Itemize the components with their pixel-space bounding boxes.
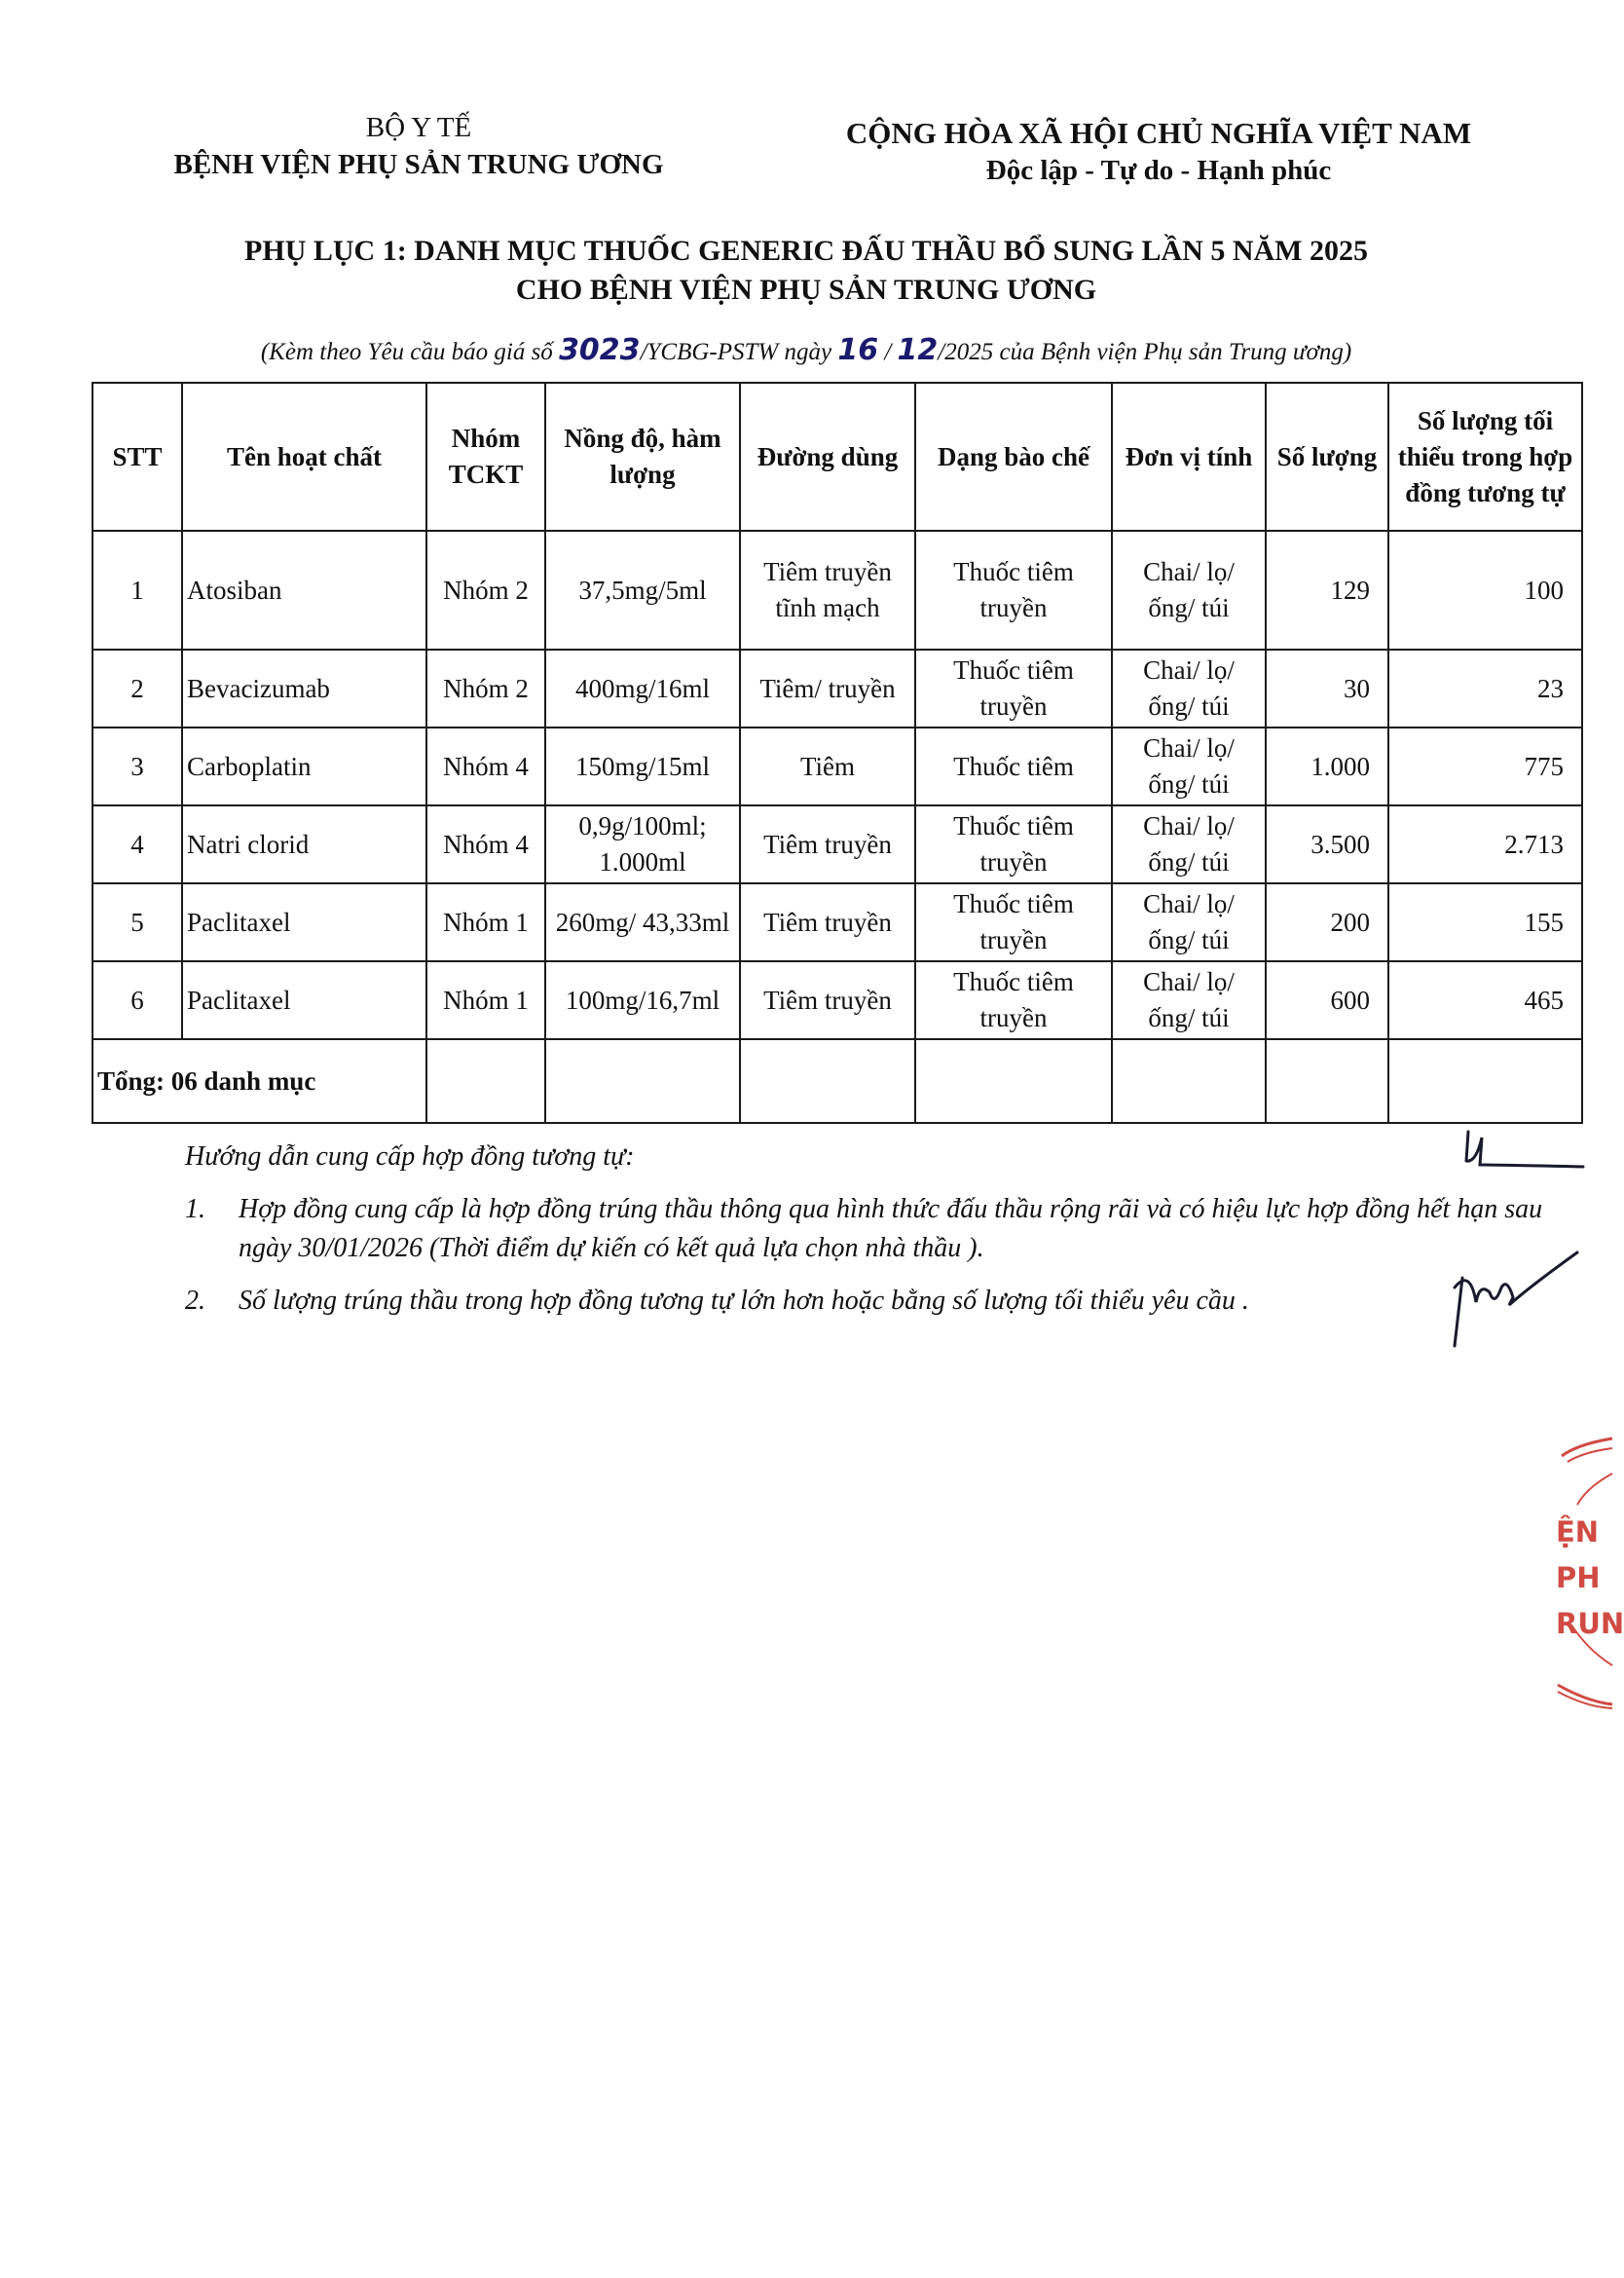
table-row xyxy=(92,531,1582,650)
header-strength: Nồng độ, hàm lượng xyxy=(545,383,740,531)
header-stt: STT xyxy=(92,383,182,531)
subtitle-mid: /YCBG-PSTW ngày xyxy=(640,339,838,365)
cell-route: Tiêm truyền xyxy=(740,883,915,961)
cell-form: Thuốc tiêm truyền xyxy=(915,961,1112,1039)
cell-form: Thuốc tiêm xyxy=(915,728,1112,805)
cell-name: Natri clorid xyxy=(182,805,426,883)
subtitle xyxy=(146,333,1466,367)
header-quantity: Số lượng xyxy=(1266,383,1388,531)
signature xyxy=(1441,1249,1587,1356)
header-min-quantity: Số lượng tối thiểu trong hợp đồng tương tự xyxy=(1388,383,1582,531)
title-line-2: CHO BỆNH VIỆN PHỤ SẢN TRUNG ƯƠNG xyxy=(515,274,1097,306)
country-name: CỘNG HÒA XÃ HỘI CHỦ NGHĨA VIỆT NAM xyxy=(845,116,1472,150)
date-separator: / xyxy=(878,339,898,365)
empty-cell xyxy=(915,1039,1112,1123)
cell-qty: 129 xyxy=(1266,531,1388,650)
guide-item-number: 1. xyxy=(185,1194,205,1224)
cell-strength: 400mg/16ml xyxy=(545,650,740,728)
empty-cell xyxy=(1266,1039,1388,1123)
ministry-name: BỘ Y TẾ xyxy=(365,112,472,143)
drug-table xyxy=(92,382,1583,1124)
table-total-row xyxy=(92,1039,1582,1123)
guide-heading: Hướng dẫn cung cấp hợp đồng tương tự: xyxy=(185,1141,635,1172)
cell-qty: 30 xyxy=(1266,650,1388,728)
month-handwritten: 12 xyxy=(897,333,939,367)
cell-stt: 6 xyxy=(92,961,182,1039)
right-header xyxy=(828,115,1490,189)
left-header xyxy=(127,109,711,183)
total-label: Tổng: 06 danh mục xyxy=(92,1039,426,1123)
guide-section xyxy=(185,1138,1587,1321)
cell-name: Atosiban xyxy=(182,531,426,650)
national-motto: Độc lập - Tự do - Hạnh phúc xyxy=(985,155,1332,186)
empty-cell xyxy=(1388,1039,1582,1123)
cell-min-qty: 23 xyxy=(1388,650,1582,728)
cell-unit: Chai/ lọ/ ống/ túi xyxy=(1112,650,1266,728)
request-number-handwritten: 3023 xyxy=(559,333,641,367)
cell-min-qty: 465 xyxy=(1388,961,1582,1039)
stamp-line: PH xyxy=(1556,1561,1601,1594)
cell-stt: 3 xyxy=(92,728,182,805)
cell-strength: 260mg/ 43,33ml xyxy=(545,883,740,961)
header-route: Đường dùng xyxy=(740,383,915,531)
cell-group: Nhóm 4 xyxy=(426,728,545,805)
cell-route: Tiêm/ truyền xyxy=(740,650,915,728)
header-unit: Đơn vị tính xyxy=(1112,383,1266,531)
empty-cell xyxy=(740,1039,915,1123)
table-row xyxy=(92,728,1582,805)
cell-stt: 4 xyxy=(92,805,182,883)
handwritten-initial-mark xyxy=(1457,1118,1593,1176)
cell-route: Tiêm truyền xyxy=(740,805,915,883)
cell-unit: Chai/ lọ/ ống/ túi xyxy=(1112,883,1266,961)
empty-cell xyxy=(545,1039,740,1123)
table-row xyxy=(92,650,1582,728)
cell-route: Tiêm truyền xyxy=(740,961,915,1039)
stamp-line: ỆN xyxy=(1556,1515,1600,1549)
cell-stt: 2 xyxy=(92,650,182,728)
cell-stt: 5 xyxy=(92,883,182,961)
stamp-line: RUN xyxy=(1556,1607,1624,1640)
cell-form: Thuốc tiêm truyền xyxy=(915,650,1112,728)
cell-min-qty: 155 xyxy=(1388,883,1582,961)
guide-item-text: Hợp đồng cung cấp là hợp đồng trúng thầu thông qua hình thức đấu thầu rộng rãi và có hiệu lực hợp đồng hết hạn sau ngày 30/01/2026 (Thời điểm dự kiến có kết quả lựa chọn nhà thầu ). xyxy=(239,1194,1543,1263)
cell-form: Thuốc tiêm truyền xyxy=(915,531,1112,650)
table-row xyxy=(92,805,1582,883)
guide-item-text: Số lượng trúng thầu trong hợp đồng tương tự lớn hơn hoặc bằng số lượng tối thiểu yêu cầu . xyxy=(239,1286,1249,1316)
empty-cell xyxy=(1112,1039,1266,1123)
cell-form: Thuốc tiêm truyền xyxy=(915,805,1112,883)
stamp-text xyxy=(1556,1510,1624,1647)
empty-cell xyxy=(426,1039,545,1123)
table-header-row xyxy=(92,383,1582,531)
header-dosage-form: Dạng bào chế xyxy=(915,383,1112,531)
cell-group: Nhóm 1 xyxy=(426,883,545,961)
subtitle-suffix: /2025 của Bệnh viện Phụ sản Trung ương) xyxy=(938,339,1352,365)
title-line-1: PHỤ LỤC 1: DANH MỤC THUỐC GENERIC ĐẤU THẦU BỔ SUNG LẦN 5 NĂM 2025 xyxy=(244,235,1368,267)
hospital-name: BỆNH VIỆN PHỤ SẢN TRUNG ƯƠNG xyxy=(173,149,664,180)
cell-unit: Chai/ lọ/ ống/ túi xyxy=(1112,531,1266,650)
cell-min-qty: 775 xyxy=(1388,728,1582,805)
guide-item xyxy=(185,1190,1587,1268)
cell-name: Carboplatin xyxy=(182,728,426,805)
cell-form: Thuốc tiêm truyền xyxy=(915,883,1112,961)
cell-min-qty: 100 xyxy=(1388,531,1582,650)
cell-strength: 0,9g/100ml; 1.000ml xyxy=(545,805,740,883)
cell-strength: 37,5mg/5ml xyxy=(545,531,740,650)
cell-unit: Chai/ lọ/ ống/ túi xyxy=(1112,728,1266,805)
subtitle-prefix: (Kèm theo Yêu cầu báo giá số xyxy=(260,339,560,365)
cell-name: Paclitaxel xyxy=(182,883,426,961)
cell-min-qty: 2.713 xyxy=(1388,805,1582,883)
guide-item xyxy=(185,1282,1587,1321)
cell-unit: Chai/ lọ/ ống/ túi xyxy=(1112,805,1266,883)
table-row xyxy=(92,883,1582,961)
document-title xyxy=(146,232,1466,310)
cell-unit: Chai/ lọ/ ống/ túi xyxy=(1112,961,1266,1039)
cell-strength: 100mg/16,7ml xyxy=(545,961,740,1039)
cell-route: Tiêm truyền tĩnh mạch xyxy=(740,531,915,650)
cell-qty: 3.500 xyxy=(1266,805,1388,883)
cell-group: Nhóm 2 xyxy=(426,650,545,728)
header-active-ingredient: Tên hoạt chất xyxy=(182,383,426,531)
cell-qty: 1.000 xyxy=(1266,728,1388,805)
cell-group: Nhóm 4 xyxy=(426,805,545,883)
cell-qty: 200 xyxy=(1266,883,1388,961)
cell-stt: 1 xyxy=(92,531,182,650)
cell-group: Nhóm 1 xyxy=(426,961,545,1039)
cell-strength: 150mg/15ml xyxy=(545,728,740,805)
table-row xyxy=(92,961,1582,1039)
cell-name: Paclitaxel xyxy=(182,961,426,1039)
cell-name: Bevacizumab xyxy=(182,650,426,728)
day-handwritten: 16 xyxy=(837,333,879,367)
guide-item-number: 2. xyxy=(185,1286,205,1316)
header-group: Nhóm TCKT xyxy=(426,383,545,531)
cell-route: Tiêm xyxy=(740,728,915,805)
cell-group: Nhóm 2 xyxy=(426,531,545,650)
cell-qty: 600 xyxy=(1266,961,1388,1039)
